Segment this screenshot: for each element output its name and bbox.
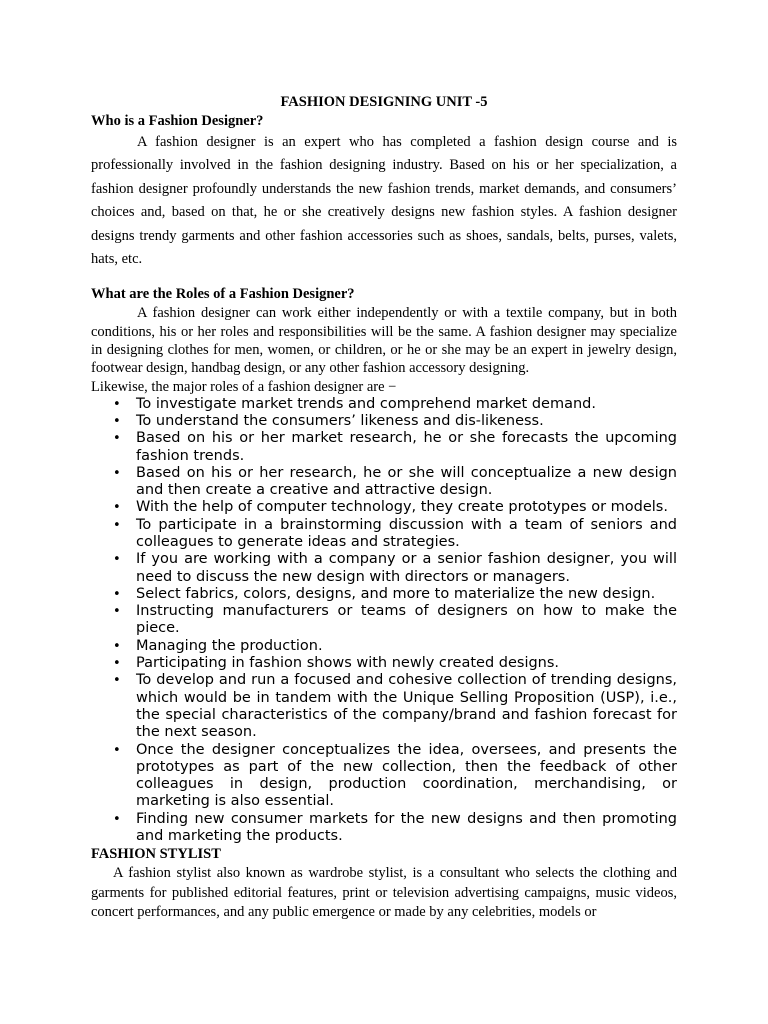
list-item [91,430,677,465]
paragraph-roles: A fashion designer can work either independently or with a textile company, but in both conditions, his or her roles and responsibilities will be the same. A fashion designer may specialize in designing clothes for men, women, or children, or he or she may be an expert in jewelry design, footwear design, handbag design, or any other fashion accessory designing. [91,305,677,377]
bullet-icon: • [113,431,121,447]
bullet-icon: • [113,656,121,672]
list-item [91,551,677,586]
list-item [91,396,677,413]
list-item [91,742,677,811]
page-title: FASHION DESIGNING UNIT -5 [280,94,488,110]
list-item-text: Instructing manufacturers or teams of designers on how to make the piece. [136,603,677,637]
list-item-text: Participating in fashion shows with newly created designs. [136,655,560,672]
list-item-text: To investigate market trends and comprehend market demand. [136,395,596,412]
paragraph-who: A fashion designer is an expert who has completed a fashion design course and is professionally involved in the fashion designing industry. Based on his or her specialization, a fashion designer profoundly understands the new fashion trends, market demands, and consumers’ choices and, based on that, he or she creatively designs new fashion styles. A fashion designer designs trendy garments and other fashion accessories such as shoes, sandals, belts, purses, valets, hats, etc. [91,134,677,268]
document-page [91,93,677,923]
list-item-text: Based on his or her market research, he or she forecasts the upcoming fashion trends. [136,430,677,464]
paragraph-stylist: A fashion stylist also known as wardrobe stylist, is a consultant who selects the clothing and garments for published editorial features, print or television advertising campaigns, music videos, concert performances, and any public emergence or made by any celebrities, models or [91,865,677,921]
list-item-text: To participate in a brainstorming discussion with a team of seniors and colleagues to generate ideas and strategies. [136,516,677,550]
section-heading-roles: What are the Roles of a Fashion Designer? [91,286,355,303]
list-item-text: Managing the production. [136,637,323,654]
list-item [91,811,677,846]
list-item [91,465,677,500]
bullet-icon: • [113,742,121,758]
bullet-icon: • [113,500,121,516]
list-item-text: If you are working with a company or a senior fashion designer, you will need to discuss the new design with directors or managers. [136,551,677,585]
bullet-icon: • [113,465,121,481]
bullet-icon: • [113,604,121,620]
list-item [91,517,677,552]
roles-intro: Likewise, the major roles of a fashion designer are − [91,378,397,395]
list-item [91,655,677,672]
bullet-icon: • [113,517,121,533]
bullet-icon: • [113,638,121,654]
list-item-text: Once the designer conceptualizes the idea, oversees, and presents the prototypes as part of the new collection, then the feedback of other colleagues in design, production coordination, merchandising, or marketing is also essential. [136,741,677,810]
section-heading-stylist: FASHION STYLIST [91,846,221,863]
list-item [91,672,677,741]
list-item [91,586,677,603]
bullet-icon: • [113,811,121,827]
list-item-text: Based on his or her research, he or she will conceptualize a new design and then create a creative and attractive design. [136,464,677,499]
list-item [91,413,677,430]
list-item-text: To understand the consumers’ likeness and dis-likeness. [136,412,544,429]
list-item [91,499,677,516]
list-item-text: Finding new consumer markets for the new designs and then promoting and marketing the products. [136,810,677,845]
list-item [91,638,677,655]
bullet-icon: • [113,396,121,412]
list-item-text: Select fabrics, colors, designs, and more to materialize the new design. [136,585,656,602]
roles-list [91,396,677,846]
bullet-icon: • [113,673,121,689]
list-item-text: With the help of computer technology, they create prototypes or models. [136,499,668,516]
bullet-icon: • [113,586,121,602]
section-heading-who: Who is a Fashion Designer? [91,113,264,129]
list-item-text: To develop and run a focused and cohesive collection of trending designs, which would be in tandem with the Unique Selling Proposition (USP), i.e., the special characteristics of the company/brand and fashion forecast for the next season. [136,672,677,741]
list-item [91,603,677,638]
bullet-icon: • [113,413,121,429]
bullet-icon: • [113,552,121,568]
